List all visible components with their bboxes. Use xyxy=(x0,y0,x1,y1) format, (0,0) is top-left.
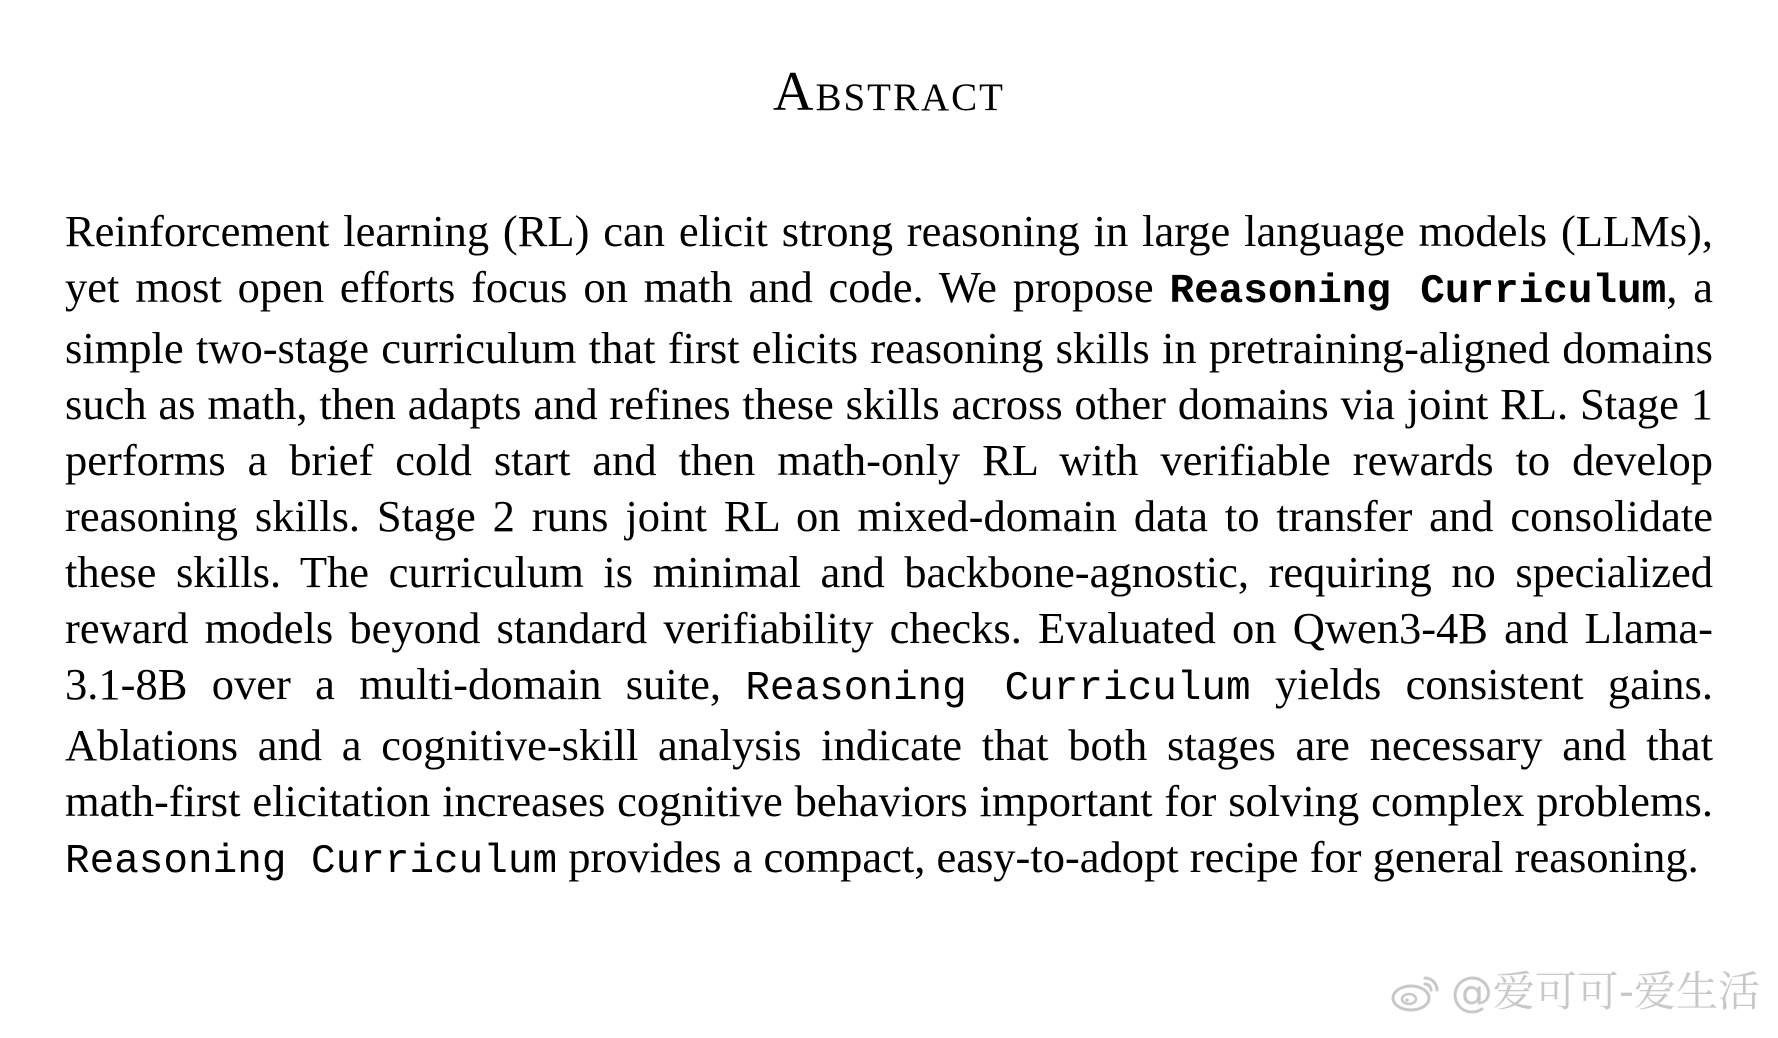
method-name-mono-2: Reasoning Curriculum xyxy=(65,839,558,885)
weibo-icon xyxy=(1389,970,1443,1014)
abstract-segment-1: Reinforcement learning (RL) can elicit strong reasoning in large language models (LLMs), yet most open efforts focus on math and code. We propose xyxy=(65,206,1713,312)
method-name-mono-1: Reasoning Curriculum xyxy=(745,666,1251,712)
watermark xyxy=(1389,968,1760,1016)
abstract-segment-3: yields consistent gains. Ablations and a cognitive-skill analysis indicate that both stages are necessary and that math-first elicitation increases cognitive behaviors important for solving complex problems. xyxy=(65,659,1713,826)
abstract-segment-4: provides a compact, easy-to-adopt recipe for general reasoning. xyxy=(557,832,1699,882)
watermark-text: @爱可可-爱生活 xyxy=(1450,967,1760,1016)
method-name-bold: Reasoning Curriculum xyxy=(1169,269,1667,315)
abstract-segment-2: , a simple two-stage curriculum that first elicits reasoning skills in pretraining-aligned domains such as math, then adapts and refines these skills across other domains via joint RL. Stage 1 performs a brief cold start and then math-only RL with verifiable rewards to develop reasoning skills. Stage 2 runs joint RL on mixed-domain data to transfer and consolidate these skills. The curriculum is minimal and backbone-agnostic, requiring no specialized reward models beyond standard verifiability checks. Evaluated on Qwen3-4B and Llama-3.1-8B over a multi-domain suite, xyxy=(65,262,1713,709)
abstract-heading: Abstract xyxy=(773,61,1005,123)
abstract-text xyxy=(65,203,1713,890)
